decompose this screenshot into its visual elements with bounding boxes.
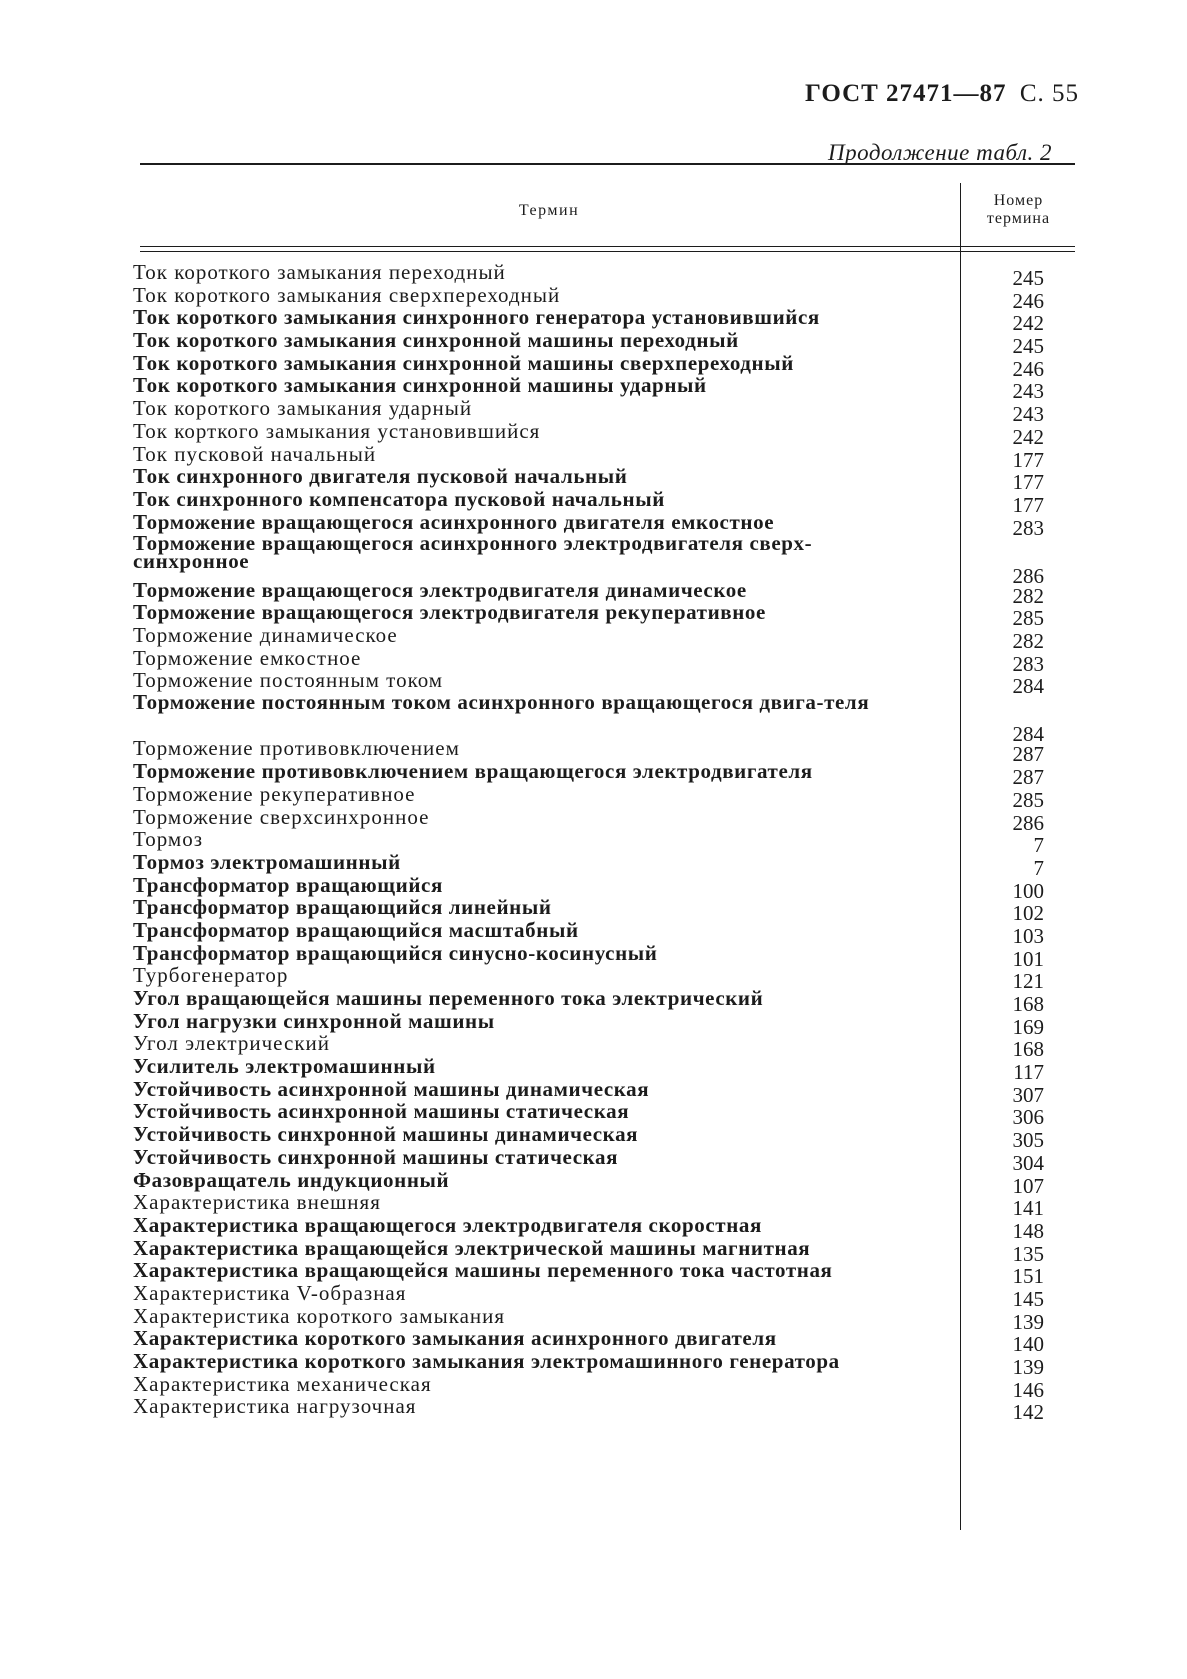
term-number: 139 <box>1012 1355 1044 1380</box>
term-number: 283 <box>1012 515 1044 540</box>
term-number: 7 <box>1033 833 1044 858</box>
table-body <box>0 260 1187 1425</box>
term-text: Торможение емкостное <box>133 645 362 670</box>
term-text: Устойчивость асинхронной машины динамическая <box>133 1076 650 1101</box>
table-header <box>140 166 1075 246</box>
term-text: Ток короткого замыкания сверхпереходный <box>133 282 561 307</box>
term-number: 148 <box>1012 1218 1044 1243</box>
term-number: 117 <box>1013 1060 1044 1085</box>
term-text: Торможение динамическое <box>133 623 398 648</box>
term-number: 243 <box>1012 402 1044 427</box>
term-number: 245 <box>1012 266 1044 290</box>
table-top-rule <box>140 163 1075 165</box>
term-number: 103 <box>1012 923 1044 948</box>
term-text: Тормоз <box>133 827 204 852</box>
term-number: 177 <box>1012 492 1044 517</box>
column-header-number-line1: Номер <box>993 192 1044 209</box>
header-double-rule <box>140 246 1075 252</box>
term-text: Торможение постоянным током асинхронного вращающегося двига-теля <box>133 690 870 715</box>
term-text: Характеристика короткого замыкания <box>133 1303 506 1328</box>
term-number: 243 <box>1012 379 1044 404</box>
term-number: 151 <box>1012 1264 1044 1289</box>
term-text: Характеристика вращающейся машины переменного тока частотная <box>133 1258 833 1283</box>
term-number: 282 <box>1012 629 1044 654</box>
term-text: Ток корткого замыкания установившийся <box>133 418 541 443</box>
term-number: 101 <box>1012 946 1044 971</box>
term-text: Торможение постоянным током <box>133 668 444 693</box>
term-text: Ток короткого замыкания синхронной машины сверхпереходный <box>133 350 794 375</box>
term-text: Характеристика внешняя <box>133 1190 381 1215</box>
term-number: 246 <box>1012 288 1044 313</box>
term-text: Ток синхронного двигателя пусковой начальный <box>133 464 628 489</box>
term-text: Характеристика вращающейся электрической машины магнитная <box>133 1235 811 1260</box>
term-number: 141 <box>1012 1196 1044 1221</box>
term-number: 177 <box>1012 470 1044 495</box>
term-number: 168 <box>1012 1037 1044 1062</box>
term-number: 169 <box>1012 1014 1044 1039</box>
term-number: 307 <box>1012 1082 1044 1107</box>
term-text: Характеристика механическая <box>133 1371 432 1396</box>
term-text: Торможение сверхсинхронное <box>133 804 430 829</box>
term-text: Торможение противовключением <box>133 736 460 761</box>
column-header-number <box>962 192 1075 228</box>
term-text: Характеристика короткого замыкания электромашинного генератора <box>133 1349 840 1374</box>
term-text: Ток синхронного компенсатора пусковой начальный <box>133 486 665 511</box>
term-text: Турбогенератор <box>133 963 289 988</box>
term-number: 287 <box>1012 742 1044 767</box>
term-text: Торможение противовключением вращающегося электродвигателя <box>133 759 813 784</box>
term-text: Торможение вращающегося асинхронного электродвигателя сверх-синхронное <box>133 531 813 574</box>
page-header <box>805 80 1079 108</box>
term-text: Ток короткого замыкания синхронного генератора установившийся <box>133 305 820 330</box>
term-text: Торможение вращающегося электродвигателя рекуперативное <box>133 600 766 625</box>
table-continuation-label: Продолжение табл. 2 <box>828 140 1052 165</box>
term-text: Устойчивость асинхронной машины статическая <box>133 1099 630 1124</box>
term-text: Угол электрический <box>133 1031 331 1056</box>
term-text: Усилитель электромашинный <box>133 1054 436 1079</box>
term-number: 102 <box>1012 901 1044 926</box>
term-number: 305 <box>1012 1128 1044 1153</box>
term-text: Устойчивость синхронной машины статическая <box>133 1144 619 1169</box>
term-text: Ток пусковой начальный <box>133 441 377 466</box>
column-header-number-line2: термина <box>986 210 1051 227</box>
term-number: 285 <box>1012 606 1044 631</box>
term-text: Характеристика нагрузочная <box>133 1394 417 1419</box>
term-text: Фазовращатель индукционный <box>133 1167 450 1192</box>
term-number: 242 <box>1012 424 1044 449</box>
term-number: 282 <box>1012 583 1044 608</box>
term-text: Характеристика вращающегося электродвигателя скоростная <box>133 1212 762 1237</box>
table-row <box>0 531 1187 588</box>
term-number: 284 <box>1012 674 1044 699</box>
term-number: 285 <box>1012 787 1044 812</box>
standard-number: ГОСТ 27471—87 <box>805 80 1007 107</box>
term-number: 177 <box>1012 447 1044 472</box>
term-text: Трансформатор вращающийся синусно-косинусный <box>133 940 658 965</box>
term-text: Торможение вращающегося электродвигателя динамическое <box>133 577 747 602</box>
term-text: Тормоз электромашинный <box>133 849 401 874</box>
term-number: 286 <box>1012 563 1044 588</box>
table-row <box>0 1394 1187 1425</box>
term-number: 140 <box>1012 1332 1044 1357</box>
term-number: 100 <box>1012 878 1044 903</box>
term-text: Ток короткого замыкания ударный <box>133 396 473 421</box>
column-header-term: Термин <box>518 202 580 219</box>
term-number: 284 <box>1012 722 1044 747</box>
term-text: Ток короткого замыкания синхронной машины переходный <box>133 328 739 353</box>
term-number: 121 <box>1012 969 1044 994</box>
page-number: С. 55 <box>1019 80 1079 107</box>
term-number: 168 <box>1012 992 1044 1017</box>
term-number: 306 <box>1012 1105 1044 1130</box>
term-number: 107 <box>1012 1173 1044 1198</box>
term-number: 146 <box>1012 1377 1044 1402</box>
term-text: Устойчивость синхронной машины динамическая <box>133 1122 639 1147</box>
term-number: 142 <box>1012 1400 1044 1425</box>
term-number: 286 <box>1012 810 1044 835</box>
term-text: Торможение рекуперативное <box>133 781 416 806</box>
term-text: Характеристика короткого замыкания асинхронного двигателя <box>133 1326 777 1351</box>
term-text: Ток короткого замыкания переходный <box>133 260 506 284</box>
term-number: 139 <box>1012 1309 1044 1334</box>
term-number: 246 <box>1012 356 1044 381</box>
term-text: Трансформатор вращающийся линейный <box>133 895 552 920</box>
term-text: Торможение вращающегося асинхронного двигателя емкостное <box>133 509 775 534</box>
term-text: Ток короткого замыкания синхронной машины ударный <box>133 373 707 398</box>
term-text: Трансформатор вращающийся <box>133 872 443 897</box>
term-text: Угол вращающейся машины переменного тока электрический <box>133 986 764 1011</box>
term-number: 245 <box>1012 334 1044 359</box>
term-text: Характеристика V-образная <box>133 1280 407 1305</box>
term-number: 145 <box>1012 1286 1044 1311</box>
term-number: 242 <box>1012 311 1044 336</box>
term-text: Трансформатор вращающийся масштабный <box>133 917 579 942</box>
term-number: 7 <box>1033 855 1044 880</box>
term-number: 283 <box>1012 651 1044 676</box>
term-number: 287 <box>1012 765 1044 790</box>
term-number: 304 <box>1012 1150 1044 1175</box>
term-number: 135 <box>1012 1241 1044 1266</box>
term-text: Угол нагрузки синхронной машины <box>133 1008 495 1033</box>
